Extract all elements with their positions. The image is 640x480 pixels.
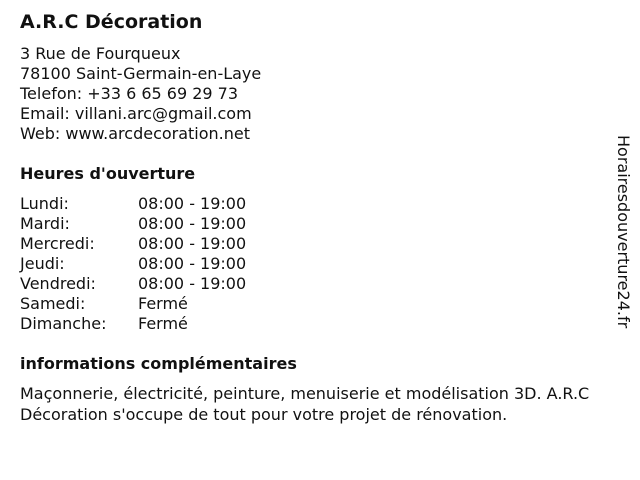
info-description: Maçonnerie, électricité, peinture, menuiserie et modélisation 3D. A.R.C Décoration s'occupe de tout pour votre projet de rénovation.	[20, 384, 590, 424]
time-value: Fermé	[138, 314, 188, 333]
day-label: Mercredi:	[20, 234, 95, 253]
hours-table	[20, 194, 246, 334]
hours-row-sunday	[20, 314, 246, 334]
time-value: 08:00 - 19:00	[138, 234, 247, 253]
phone-text: Telefon: +33 6 65 69 29 73	[20, 84, 239, 103]
day-label: Lundi:	[20, 194, 69, 213]
time-value: 08:00 - 19:00	[138, 214, 247, 233]
time-value: 08:00 - 19:00	[138, 254, 247, 273]
hours-row-wednesday	[20, 234, 246, 254]
hours-row-friday	[20, 274, 246, 294]
contact-block	[20, 44, 261, 144]
day-label: Vendredi:	[20, 274, 96, 293]
info-heading: informations complémentaires	[20, 354, 297, 373]
day-label: Jeudi:	[20, 254, 65, 273]
day-label: Mardi:	[20, 214, 70, 233]
time-value: 08:00 - 19:00	[138, 194, 247, 213]
web-text: Web: www.arcdecoration.net	[20, 124, 251, 143]
day-label: Samedi:	[20, 294, 86, 313]
day-label: Dimanche:	[20, 314, 107, 333]
hours-row-monday	[20, 194, 246, 214]
hours-heading: Heures d'ouverture	[20, 164, 196, 183]
hours-row-tuesday	[20, 214, 246, 234]
watermark-text: Horairesdouverture24.fr	[614, 135, 633, 329]
business-name: A.R.C Décoration	[20, 11, 203, 33]
email-text: Email: villani.arc@gmail.com	[20, 104, 252, 123]
hours-row-thursday	[20, 254, 246, 274]
address-city: 78100 Saint-Germain-en-Laye	[20, 64, 262, 83]
hours-row-saturday	[20, 294, 246, 314]
time-value: 08:00 - 19:00	[138, 274, 247, 293]
address-street: 3 Rue de Fourqueux	[20, 44, 181, 63]
time-value: Fermé	[138, 294, 188, 313]
